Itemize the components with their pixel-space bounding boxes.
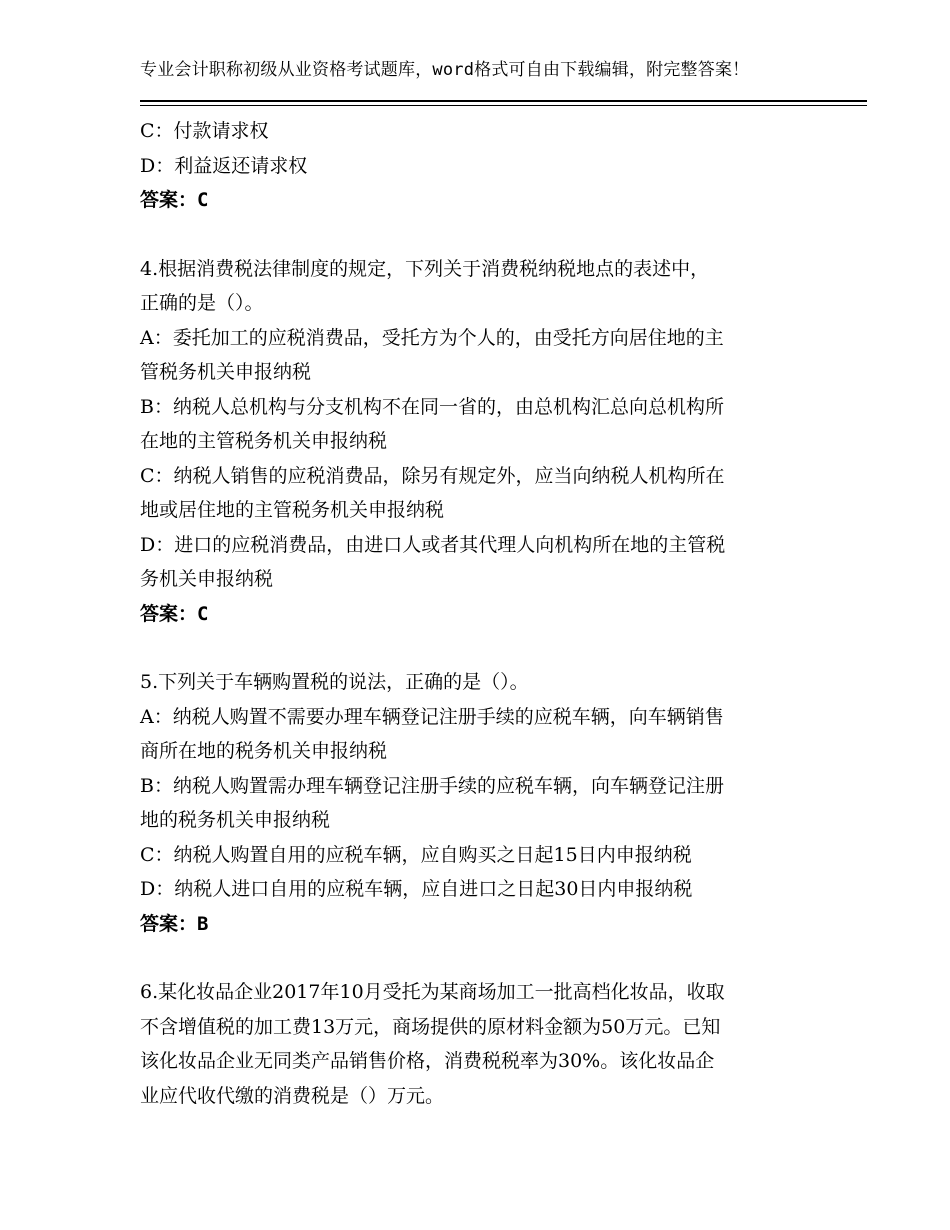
page-header-title: 专业会计职称初级从业资格考试题库，word格式可自由下载编辑，附完整答案！ bbox=[140, 60, 750, 80]
question-line: B：纳税人购置需办理车辆登记注册手续的应税车辆，向车辆登记注册 bbox=[140, 774, 724, 797]
question-line: D：进口的应税消费品，由进口人或者其代理人向机构所在地的主管税 bbox=[140, 533, 726, 556]
block-gap bbox=[140, 941, 830, 975]
question-line: 在地的主管税务机关申报纳税 bbox=[140, 430, 388, 452]
question-line: 管税务机关申报纳税 bbox=[140, 361, 312, 383]
question-line: 商所在地的税务机关申报纳税 bbox=[140, 740, 388, 762]
block-gap bbox=[140, 218, 830, 252]
question-line: 务机关申报纳税 bbox=[140, 568, 274, 590]
answer-line: 答案：B bbox=[140, 912, 209, 935]
block-gap bbox=[140, 631, 830, 665]
question-line: 4.根据消费税法律制度的规定，下列关于消费税纳税地点的表述中， bbox=[140, 257, 710, 280]
header-divider-thin bbox=[140, 105, 867, 106]
question-line: A：委托加工的应税消费品，受托方为个人的，由受托方向居住地的主 bbox=[140, 326, 724, 349]
header-divider-thick bbox=[140, 100, 867, 102]
answer-line: 答案：C bbox=[140, 602, 209, 625]
question-line: 地的税务机关申报纳税 bbox=[140, 809, 331, 831]
question-block bbox=[140, 665, 830, 941]
question-line: C：付款请求权 bbox=[140, 120, 269, 142]
question-line: 业应代收代缴的消费税是（）万元。 bbox=[140, 1084, 445, 1107]
answer-line: 答案：C bbox=[140, 189, 209, 211]
question-block bbox=[140, 975, 830, 1113]
question-line: D：纳税人进口自用的应税车辆，应自进口之日起30日内申报纳税 bbox=[140, 878, 693, 900]
question-block bbox=[140, 252, 830, 632]
question-line: C：纳税人销售的应税消费品，除另有规定外，应当向纳税人机构所在 bbox=[140, 464, 725, 487]
question-line: 该化妆品企业无同类产品销售价格，消费税税率为30%。该化妆品企 bbox=[140, 1050, 715, 1072]
question-line: C：纳税人购置自用的应税车辆，应自购买之日起15日内申报纳税 bbox=[140, 843, 692, 866]
question-block bbox=[140, 114, 830, 218]
question-line: 正确的是（）。 bbox=[140, 292, 264, 314]
question-line: 5.下列关于车辆购置税的说法，正确的是（）。 bbox=[140, 671, 529, 693]
question-line: B：纳税人总机构与分支机构不在同一省的，由总机构汇总向总机构所 bbox=[140, 395, 724, 418]
question-content bbox=[140, 114, 830, 1113]
question-line: A：纳税人购置不需要办理车辆登记注册手续的应税车辆，向车辆销售 bbox=[140, 705, 724, 728]
question-line: D：利益返还请求权 bbox=[140, 154, 308, 177]
question-line: 地或居住地的主管税务机关申报纳税 bbox=[140, 499, 445, 521]
question-line: 6.某化妆品企业2017年10月受托为某商场加工一批高档化妆品，收取 bbox=[140, 981, 725, 1003]
question-line: 不含增值税的加工费13万元，商场提供的原材料金额为50万元。已知 bbox=[140, 1015, 721, 1038]
